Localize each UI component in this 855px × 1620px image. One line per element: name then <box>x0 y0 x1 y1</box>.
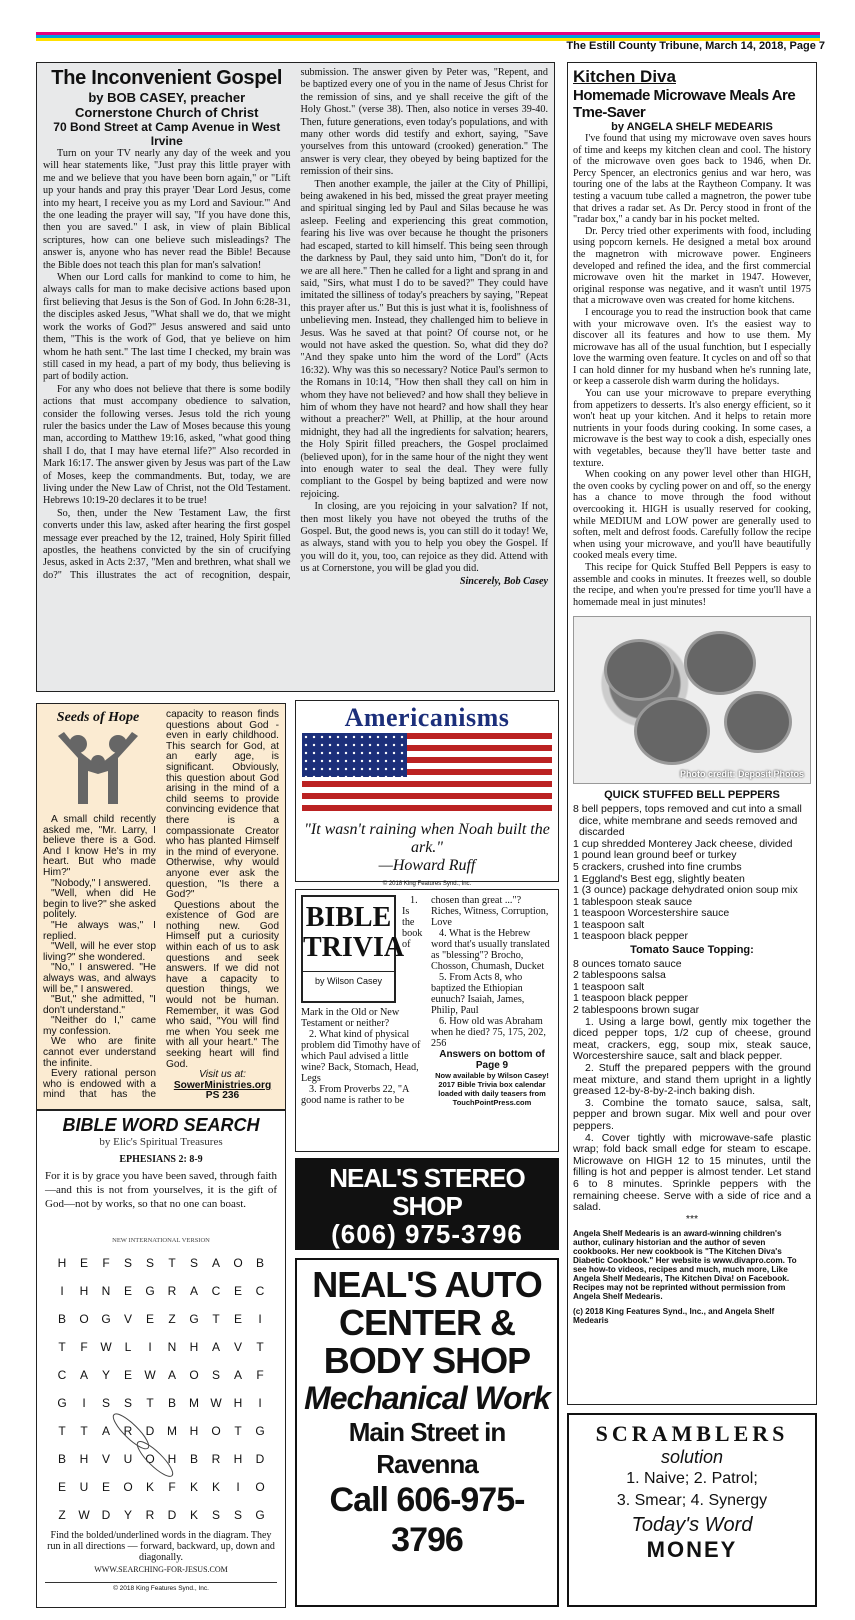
grid-letter: O <box>145 1452 155 1466</box>
trivia-answers-note: Answers on bottom of Page 9 <box>439 1049 545 1071</box>
grid-letter: R <box>123 1424 133 1438</box>
grid-letter: D <box>255 1452 265 1466</box>
trivia-question: 6. How old was Abraham when he died? 75, 175, 202, 256 <box>431 1016 546 1049</box>
grid-letter: S <box>211 1508 220 1522</box>
ingredient-item: 1 teaspoon salt <box>573 918 645 931</box>
church-address: 70 Bond Street at Camp Avenue in West Irvine <box>53 120 281 148</box>
seeds-paragraph: Questions about the existence of God are nothing new. God Himself put a curiosity within each of us to ask questions and seek answers. If we did not have a capacity to question things, we would not be human. Remember, it was God who said, "You will find me when You seek me with all your heart." The seeking heart will find God. <box>166 899 279 1070</box>
grid-letter: S <box>211 1368 220 1382</box>
grid-letter: A <box>233 1368 242 1382</box>
seeds-paragraph: Every rational person who is endowed with a mind that has the capacity to reason finds questions about God - even in early childhood. This search for God, at an early age, is significant. Obviously, this question about God arising in the mind of a child seems to provide convincing evidence that there is a compassionate Creator who has planted Himself in the mind of everyone. Otherwise, why would anyone ever ask the question, "Is there a God?" <box>43 709 279 1101</box>
quote-author: —Howard Ruff <box>378 857 476 874</box>
recipe-steps <box>573 1017 811 1214</box>
ingredient-item: 1 (3 ounce) package dehydrated onion soup mix <box>573 884 798 897</box>
grid-letter: E <box>57 1480 66 1494</box>
grid-letter: I <box>148 1340 152 1354</box>
quote-text: "It wasn't raining when Noah built the ark." <box>304 821 550 856</box>
grid-letter: F <box>168 1480 176 1494</box>
bible-word-search <box>36 1110 286 1608</box>
grid-letter: O <box>255 1480 265 1494</box>
trivia-question: 1. Is the book of Mark in the Old or New Testament or neither? <box>301 895 423 1029</box>
grid-letter: Y <box>123 1508 132 1522</box>
grid-letter: T <box>212 1312 220 1326</box>
grid-letter: O <box>123 1480 133 1494</box>
scramblers-title: SCRAMBLERS <box>595 1421 789 1446</box>
grid-letter: S <box>233 1508 242 1522</box>
sauce-list <box>573 959 811 1017</box>
sauce-item: 1 teaspoon salt <box>573 980 645 993</box>
grid-letter: E <box>123 1368 132 1382</box>
column-paragraph: You can use your microwave to prepare everything from appetizers to desserts. It's also energy efficient, so it won't heat up your kitchen. And it helps to retain more nutrients in your foods during cooking. In some cases, a microwave is the best way to cook a dish, especially ones with vegetables, because they'll have better taste and texture. <box>573 388 811 469</box>
recipe-step: 4. Cover tightly with microwave-safe plastic wrap; fold back small edge for steam to escape. Microwave on HIGH 12 to 15 minutes, until the filling is hot and pepper is almost tender. Let stand 6 to 8 minutes. Sprinkle peppers with the remaining cheese. Serve with a side of rice and a salad. <box>573 1131 811 1214</box>
grid-letter: V <box>101 1452 110 1466</box>
ad-line: BODY SHOP <box>323 1340 531 1381</box>
grid-letter: H <box>233 1452 243 1466</box>
americanisms-box <box>295 700 559 887</box>
grid-letter: B <box>57 1312 66 1326</box>
scripture-reference: EPHESIANS 2: 8-9 <box>119 1154 203 1165</box>
grid-letter: T <box>80 1424 88 1438</box>
ingredient-item: 1 pound lean ground beef or turkey <box>573 849 737 862</box>
ad-line: Mechanical Work <box>304 1380 550 1416</box>
ingredient-item: 1 tablespoon steak sauce <box>573 895 693 908</box>
grid-letter: A <box>79 1368 88 1382</box>
column-paragraph: I've found that using my microwave oven saves hours of time and keeps my kitchen clean and cool. The history of the microwave oven goes back to 1946, when Dr. Percy Spencer, an electronics genius and war hero, was touring one of the labs at the Raytheon Company. It was testing a vacuum tube called a magnetron, the power tube that drives a radar set. As Dr. Percy stood in front of the "radar box," a candy bar in his pocket melted. <box>573 133 811 226</box>
grid-letter: E <box>123 1284 132 1298</box>
seeds-paragraph: A small child recently asked me, "Mr. Larry, I believe there is a God. And I know He's in my heart. But who made Him?" <box>43 814 156 878</box>
grid-letter: C <box>255 1284 265 1298</box>
grid-letter: H <box>189 1340 199 1354</box>
grid-letter: T <box>58 1424 66 1438</box>
seeds-paragraph: "But," she admitted, "I don't understand." <box>43 994 156 1016</box>
grid-letter: E <box>233 1312 242 1326</box>
grid-letter: U <box>123 1452 133 1466</box>
grid-letter: K <box>189 1508 198 1522</box>
grid-letter: K <box>145 1480 154 1494</box>
copyright: (c) 2018 King Features Synd., Inc., and Angela Shelf Medearis <box>573 1307 775 1326</box>
trivia-question: 5. From Acts 8, who baptized the Ethiopian eunuch? Isaiah, James, Philip, Paul <box>431 972 525 1016</box>
trivia-promo: Now available by Wilson Casey! 2017 Bible Trivia box calendar loaded with daily teasers from TouchPointPress.com <box>435 1071 549 1107</box>
ingredient-item: 1 teaspoon Worcestershire sauce <box>573 907 730 920</box>
auto-center-ad <box>295 1258 559 1607</box>
sauce-item: 1 teaspoon black pepper <box>573 992 689 1005</box>
seeds-paragraph: "He always was," I replied. <box>43 919 156 942</box>
word-search-website: WWW.SEARCHING-FOR-JESUS.COM <box>94 1565 228 1574</box>
scripture-verse: For it is by grace you have been saved, through faith—and this is not from yourselves, it is the gift of God—not by works, so that no one can boast. <box>45 1170 277 1210</box>
grid-letter: E <box>233 1284 242 1298</box>
grid-letter: S <box>101 1396 110 1410</box>
seeds-of-hope-logo: Seeds of Hope <box>43 710 153 815</box>
grid-letter: I <box>258 1312 262 1326</box>
ingredient-item: 1 Eggland's Best egg, slightly beaten <box>573 872 745 885</box>
ad-location: River Drive & Main in Ravenna <box>325 1248 529 1264</box>
photo-credit: Photo credit: Deposit Photos <box>679 769 804 780</box>
bible-trivia-logo: BIBLE TRIVIA by Wilson Casey <box>301 895 396 1003</box>
letter-grid <box>51 1256 271 1522</box>
column-paragraph: Dr. Percy tried other experiments with food, including using popcorn kernels. He designed a metal box around the magnetron with microwave power. Engineers developed and refined the idea, and the first commercial microwave oven hit the market in 1947. However, original response was negative, and it wasn't until 1975 that a microwave oven was created for home kitchens. <box>573 225 811 307</box>
recipe-step: 1. Using a large bowl, gently mix together the diced pepper tops, 1/2 cup of cheese, ground meat, crackers, egg, soup mix, steak sauce, Worcestershire sauce, salt and black pepper. <box>573 1015 811 1063</box>
grid-letter: D <box>145 1424 155 1438</box>
ingredient-item: dice, white membrane and seeds removed and discarded <box>579 814 798 839</box>
seeds-paragraph: "Well, when did He begin to live?" she asked politely. <box>43 888 156 921</box>
grid-letter: R <box>211 1452 221 1466</box>
word-search-subtitle: by Elic's Spiritual Treasures <box>99 1136 223 1148</box>
church-name: Cornerstone Church of Christ <box>75 105 259 120</box>
grid-letter: F <box>102 1256 110 1270</box>
grid-letter: O <box>211 1424 221 1438</box>
column-title: Kitchen Diva <box>573 67 676 86</box>
trivia-question: 2. What kind of physical problem did Timothy have of which Paul advised a little wine? Back, Stomach, Head, Legs <box>301 1029 421 1084</box>
grid-letter: K <box>211 1480 220 1494</box>
grid-letter: B <box>189 1452 198 1466</box>
grid-letter: U <box>79 1480 89 1494</box>
recipe-step: 2. Stuff the prepared peppers with the ground meat mixture, and stand them upright in a lightly greased 12-by-8-by-2-inch baking dish. <box>573 1062 811 1098</box>
grid-letter: B <box>167 1396 176 1410</box>
grid-letter: C <box>57 1368 67 1382</box>
sauce-item: 2 tablespoons brown sugar <box>573 1004 700 1017</box>
column-paragraph: This recipe for Quick Stuffed Bell Peppers is easy to assemble and cooks in minutes. It freezes well, so double the recipe, and when you're pressed for time you'll have a homemade meal in just minutes! <box>573 561 811 608</box>
article-paragraph: When our Lord calls for mankind to come to him, he always calls for man to make decisive actions based upon first believing that Jesus is the Son of God. In John 6:28-31, the disciples asked Jesus, "What shall we do, that we might work the works of God?" Jesus answered and said unto them, "This is the work of God, that ye believe on him whom he hath sent." The last time I checked, my brain was still cased in my head, a part of my body, thus believing is part of bodily action. <box>43 272 291 383</box>
article-paragraph: Then another example, the jailer at the City of Phillipi, being awakened in his bed, missed the great prayer meeting and spiritual singing led by Paul and Silas because he was asleep. Feeling and experiencing this great commotion, fearing his live was over because he thought the prisoners had escaped, started to kill himself. This being seen through the darkness by Paul, they said unto him, "Don't do it, for we are all here." Then he called for a light and sprang in and said, "Sirs, what must I do to be saved?" They could have imitated the silliness of today's preachers by saying, "Repeat this prayer after us." But this is just what it is, foolishness of unbelieving men. Instead, they challenged him to believe in Jesus. Was he saved at that point? Of course not, or he would not have asked the question. So, what did they do? "And they spake unto him the word of the Lord" (Acts 16:32). Why was this so necessary? Notice Paul's sermon to the Romans in 10:14, "How then shall they call on him in whom they have not believed? and how shall they believe in him of whom they have not heard? and how shall they hear without a preacher?" Well, at Phillip, at the hour around midnight, they had all the ingredients for salvation; hearers, the Holy Spirit filled preachers, the Gospel proclaimed (believed upon), for in the same hour of the night they went into enough water to seal the deal. They were fully compliant to the Gospel by being baptized and were now rejoicing. <box>300 178 548 500</box>
grid-letter: L <box>124 1340 132 1354</box>
grid-letter: H <box>189 1424 199 1438</box>
ad-line: NEAL'S STEREO SHOP <box>329 1163 525 1221</box>
seeds-of-hope-column <box>36 703 286 1110</box>
grid-letter: E <box>101 1480 110 1494</box>
gospel-article <box>36 62 555 692</box>
grid-letter: E <box>145 1312 154 1326</box>
word-search-instructions: Find the bolded/underlined words in the diagram. They run in all directions — forward, backward, up, down and diagonally. <box>47 1530 275 1563</box>
article-title: The Inconvenient Gospel <box>51 67 283 89</box>
ingredient-item: 5 crackers, crushed into fine crumbs <box>573 860 742 873</box>
seeds-paragraph: "No," I answered. "He always was, and always will be," I answered. <box>43 962 156 995</box>
seeds-paragraph: "Nobody," I answered. <box>51 877 151 889</box>
recipe-step: 3. Combine the tomato sauce, salsa, salt, pepper and brown sugar. Mix well and pour over peppers. <box>573 1096 811 1132</box>
word-search-copyright: © 2018 King Features Synd., Inc. <box>45 1582 277 1592</box>
separator-stars: *** <box>685 1212 699 1225</box>
scramblers-answers: 1. Naive; 2. Patrol; <box>626 1470 758 1487</box>
grid-letter: O <box>233 1256 243 1270</box>
grid-letter: G <box>101 1312 111 1326</box>
grid-letter: S <box>145 1256 154 1270</box>
grid-letter: F <box>256 1368 264 1382</box>
grid-letter: K <box>189 1480 198 1494</box>
ad-line: NEAL'S AUTO <box>312 1264 542 1305</box>
grid-letter: B <box>57 1452 66 1466</box>
ps-code: PS 236 <box>205 1090 240 1102</box>
grid-letter: I <box>236 1480 240 1494</box>
grid-letter: V <box>123 1312 132 1326</box>
grid-letter: A <box>189 1284 198 1298</box>
author-note: Angela Shelf Medearis is an award-winning children's author, culinary historian and the author of seven cookbooks. Her new cookbook is "The Kitchen Diva's Diabetic Cookbook." Her website is www.divapro.com. To see how-to videos, recipes and much, much more, Like Angela Shelf Medearis, The Kitchen Diva! on Facebook. Recipes may not be reprinted without permission from Angela Shelf Medearis. <box>573 1229 797 1302</box>
article-paragraph: For any who does not believe that there is some bodily actions that must accompany obedience to salvation, consider the following verses. Jesus told the rich young ruler the basics under the Law of Moses because this young man, according to Matthew 19:16, asked, "what good thing shall I do, that I may have eternal life?" Also recorded in Mark 16:17. The answer given by Jesus was part of the Law of Moses, keep the commandments. But, today, we are living under the New Law of Christ, not the Old Testament. Hebrews 10:19-20 declares it to be true! <box>43 383 291 507</box>
grid-letter: W <box>210 1396 222 1410</box>
grid-letter: O <box>189 1368 199 1382</box>
grid-letter: G <box>57 1396 67 1410</box>
grid-letter: R <box>167 1284 177 1298</box>
grid-letter: A <box>101 1424 110 1438</box>
grid-letter: B <box>255 1256 264 1270</box>
grid-letter: V <box>233 1340 242 1354</box>
kitchen-diva-column <box>567 62 817 1405</box>
recipe <box>573 790 811 1325</box>
americanisms-title: Americanisms <box>344 703 510 732</box>
todays-word-label: Today's Word <box>631 1514 753 1536</box>
article-signature: Sincerely, Bob Casey <box>459 575 548 587</box>
grid-letter: M <box>167 1424 177 1438</box>
article-paragraph: In closing, are you rejoicing in your salvation? If not, then most likely you have not obeyed the truths of the Gospel. But, the good news is, you can still do it today! We, as always, stand with you to help you obey the Gospel. If you will do it, you, too, can rejoice as they did. Attend with us at Cornerstone, you will be glad you did. <box>300 501 548 575</box>
grid-letter: D <box>101 1508 111 1522</box>
grid-letter: M <box>189 1396 199 1410</box>
grid-letter: W <box>144 1368 156 1382</box>
ad-phone: Call 606-975-3796 <box>329 1481 525 1559</box>
sauce-title: Tomato Sauce Topping: <box>630 944 754 957</box>
grid-letter: D <box>167 1508 177 1522</box>
seeds-paragraph: "Neither do I," came my confession. <box>43 1015 156 1037</box>
sauce-item: 2 tablespoons salsa <box>573 969 666 982</box>
grid-letter: Z <box>58 1508 66 1522</box>
stuffed-peppers-photo <box>573 616 811 784</box>
article-byline: by BOB CASEY, preacher <box>88 90 246 105</box>
column-byline: by ANGELA SHELF MEDEARIS <box>611 121 773 133</box>
grid-letter: E <box>79 1256 88 1270</box>
grid-letter: H <box>233 1396 243 1410</box>
us-flag-image <box>302 733 552 815</box>
stereo-shop-ad <box>295 1158 559 1264</box>
word-search-title: BIBLE WORD SEARCH <box>62 1115 260 1135</box>
visit-block <box>166 1070 279 1102</box>
article-paragraph: Turn on your TV nearly any day of the week and you will hear statements like, "Just pray this little prayer with me and we believe that you have been born again," or "Lift up your hands and pray this prayer 'Dear Lord Jesus, come into my heart, I receive you as my Lord and Saviour.'" And the one leading the prayer will say, "If you have done this, then you are saved." I ask, in view of plain Biblical scriptures, how can one believe such misleadings? The answer is, anyone who has never read the Bible! Because the Bible does not teach this plan for man's salvation! <box>43 148 291 271</box>
grid-letter: G <box>255 1508 265 1522</box>
grid-letter: T <box>256 1340 264 1354</box>
scramblers-solution <box>567 1413 817 1607</box>
grid-letter: N <box>167 1340 177 1354</box>
visit-label: Visit us at: <box>199 1069 246 1081</box>
trivia-question: 4. What is the Hebrew word that's usually translated as "blessing"? Brocho, Chosson, Chumash, Ducket <box>431 928 550 972</box>
grid-letter: N <box>101 1284 111 1298</box>
version-label: NEW INTERNATIONAL VERSION <box>112 1237 210 1244</box>
column-paragraph: I encourage you to read the instruction book that came with your microwave oven. It's the easiest way to discover all its features and how to use them. My microwave has all of the usual funchtion, but I especially love the warming oven feature. It cycles on and off so that I can hold dinner for my husband when he's running late, or keep a casserole dish warm during the holidays. <box>573 306 811 388</box>
ad-phone: (606) 975-3796 <box>331 1219 523 1249</box>
grid-letter: I <box>258 1396 262 1410</box>
grid-letter: T <box>234 1424 242 1438</box>
grid-letter: S <box>123 1396 132 1410</box>
column-subtitle: Homemade Microwave Meals Are Tme-Saver <box>573 87 796 121</box>
grid-letter: H <box>167 1452 177 1466</box>
ad-location: Main Street in Ravenna <box>348 1417 506 1479</box>
page-header-title: The Estill County Tribune, March 14, 2018, Page 7 <box>566 40 825 52</box>
seeds-paragraph: We who are finite cannot ever understand the infinite. <box>43 1036 156 1069</box>
column-paragraph: When cooking on any power level other than HIGH, the oven cooks by cycling power on and off, so the energy has a chance to move through the food without overcooking it. HIGH is usually reserved for cooking, while MEDIUM and LOW power are generally used to soften, melt and defrost foods. Carefully follow the recipe when using your microwave, and you'll have beautifully cooked meals every time. <box>573 469 811 562</box>
grid-letter: C <box>211 1284 221 1298</box>
scramblers-subtitle: solution <box>660 1447 724 1467</box>
recipe-title: QUICK STUFFED BELL PEPPERS <box>604 789 780 802</box>
website-link[interactable]: SowerMinistries.org <box>173 1079 272 1091</box>
grid-letter: W <box>78 1508 90 1522</box>
grid-letter: Y <box>101 1368 110 1382</box>
grid-letter: O <box>79 1312 89 1326</box>
americanisms-copyright: © 2018 King Features Synd., Inc. <box>382 881 472 887</box>
grid-letter: G <box>145 1284 155 1298</box>
family-icon <box>48 726 148 806</box>
ad-line: CENTER & <box>338 1302 515 1343</box>
grid-letter: A <box>211 1256 220 1270</box>
grid-letter: G <box>189 1312 199 1326</box>
trivia-question: 3. From Proverbs 22, "A good name is rather to be chosen than great ..."? Riches, Witness, Corruption, Love <box>301 895 549 1106</box>
ingredient-item: 1 cup shredded Monterey Jack cheese, divided <box>573 837 793 850</box>
ingredient-item: 8 bell peppers, tops removed and cut into a small <box>573 802 802 815</box>
scramblers-answers: 3. Smear; 4. Synergy <box>616 1492 768 1509</box>
grid-letter: H <box>79 1452 89 1466</box>
grid-letter: T <box>58 1340 66 1354</box>
grid-letter: A <box>167 1368 176 1382</box>
grid-letter: G <box>255 1424 265 1438</box>
seeds-paragraph: "Well, will he ever stop living?" she wondered. <box>43 941 156 963</box>
bible-trivia-box <box>295 889 559 1152</box>
grid-letter: A <box>211 1340 220 1354</box>
grid-letter: S <box>123 1256 132 1270</box>
grid-letter: F <box>80 1340 88 1354</box>
grid-letter: I <box>82 1396 86 1410</box>
grid-letter: S <box>189 1256 198 1270</box>
todays-word: MONEY <box>646 1537 738 1562</box>
sauce-item: 8 ounces tomato sauce <box>573 957 682 970</box>
grid-letter: T <box>168 1256 176 1270</box>
ingredient-list <box>573 804 811 943</box>
grid-letter: I <box>60 1284 64 1298</box>
grid-letter: W <box>100 1340 112 1354</box>
grid-letter: R <box>145 1508 155 1522</box>
grid-letter: Z <box>168 1312 176 1326</box>
article-paragraph: So, then, under the New Testament Law, the first converts under this law, asked after hearing the first gospel message ever preached by the 12, trained, Holy Spirit filled apostles, the heathens convicted by the sin of crucifying Jesus, asked in Acts 2:37, "Men and brethren, what shall we do?" This illustrates the act of recognition, despair, submission. The answer given by Peter was, "Repent, and be baptized every one of you in the name of Jesus Christ for the remission of sins, and ye shall receive the gift of the Holy Ghost." (verse 38). Then, also notice in verses 39-40. Then, future generations, even today's populations, and with many other words did testify and exhort, saying, "Save yourselves from this untoward (crooked) generation." The answer is very clear, they obeyed by being baptized for the remission of their sins. <box>43 67 548 581</box>
grid-letter: H <box>79 1284 89 1298</box>
grid-letter: T <box>146 1396 154 1410</box>
ingredient-item: 1 teaspoon black pepper <box>573 930 689 943</box>
grid-letter: H <box>57 1256 67 1270</box>
